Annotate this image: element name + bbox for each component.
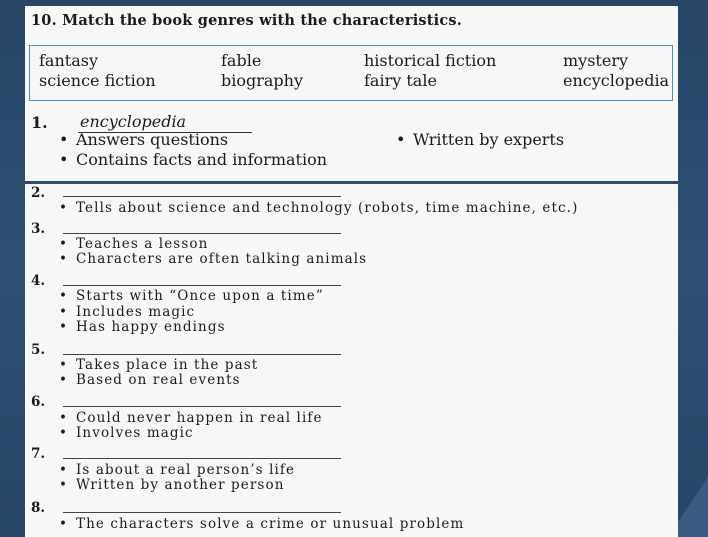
genre-fairy-tale: fairy tale [364, 71, 437, 90]
characteristic-bullet: • Includes magic [59, 304, 196, 320]
item-number: 7. [31, 446, 46, 462]
worksheet-top [25, 6, 678, 181]
characteristic-bullet: • Tells about science and technology (robots, time machine, etc.) [59, 200, 579, 216]
answer-blank[interactable] [63, 458, 341, 459]
item-number: 3. [31, 221, 46, 237]
answer-blank[interactable] [63, 233, 341, 234]
characteristic-bullet: • Has happy endings [59, 319, 226, 335]
genre-encyclopedia: encyclopedia [563, 71, 670, 90]
worksheet-bottom [25, 184, 678, 537]
characteristic-bullet: • Involves magic [59, 425, 194, 441]
characteristic-bullet: • The characters solve a crime or unusual problem [59, 516, 465, 532]
task-title: 10. Match the book genres with the characteristics. [31, 12, 463, 29]
characteristic-bullet: • Written by another person [59, 477, 285, 493]
answer-blank[interactable] [63, 196, 341, 197]
characteristic-bullet: • Written by experts [396, 130, 565, 149]
answer-blank[interactable] [63, 406, 341, 407]
characteristic-bullet: • Contains facts and information [59, 150, 328, 169]
genre-fable: fable [221, 51, 262, 70]
characteristic-bullet: • Characters are often talking animals [59, 251, 368, 267]
item-number: 8. [31, 500, 46, 516]
characteristic-bullet: • Starts with “Once upon a time” [59, 288, 324, 304]
answer-blank[interactable] [63, 354, 341, 355]
genre-word-box [29, 45, 673, 101]
item-number: 5. [31, 342, 46, 358]
item-number: 4. [31, 273, 46, 289]
genre-science-fiction: science fiction [39, 71, 156, 90]
genre-fantasy: fantasy [39, 51, 98, 70]
genre-historical-fiction: historical fiction [364, 51, 497, 70]
item-number: 1. [31, 113, 48, 132]
genre-mystery: mystery [563, 51, 629, 70]
characteristic-bullet: • Based on real events [59, 372, 241, 388]
answer-blank[interactable] [63, 512, 341, 513]
characteristic-bullet: • Takes place in the past [59, 357, 259, 373]
item-answer-filled: encyclopedia [78, 112, 252, 133]
characteristic-bullet: • Teaches a lesson [59, 236, 209, 252]
characteristic-bullet: • Answers questions [59, 130, 229, 149]
answer-blank[interactable] [63, 285, 341, 286]
item-number: 2. [31, 185, 46, 201]
genre-biography: biography [221, 71, 304, 90]
characteristic-bullet: • Could never happen in real life [59, 410, 323, 426]
characteristic-bullet: • Is about a real person’s life [59, 462, 296, 478]
item-number: 6. [31, 394, 46, 410]
